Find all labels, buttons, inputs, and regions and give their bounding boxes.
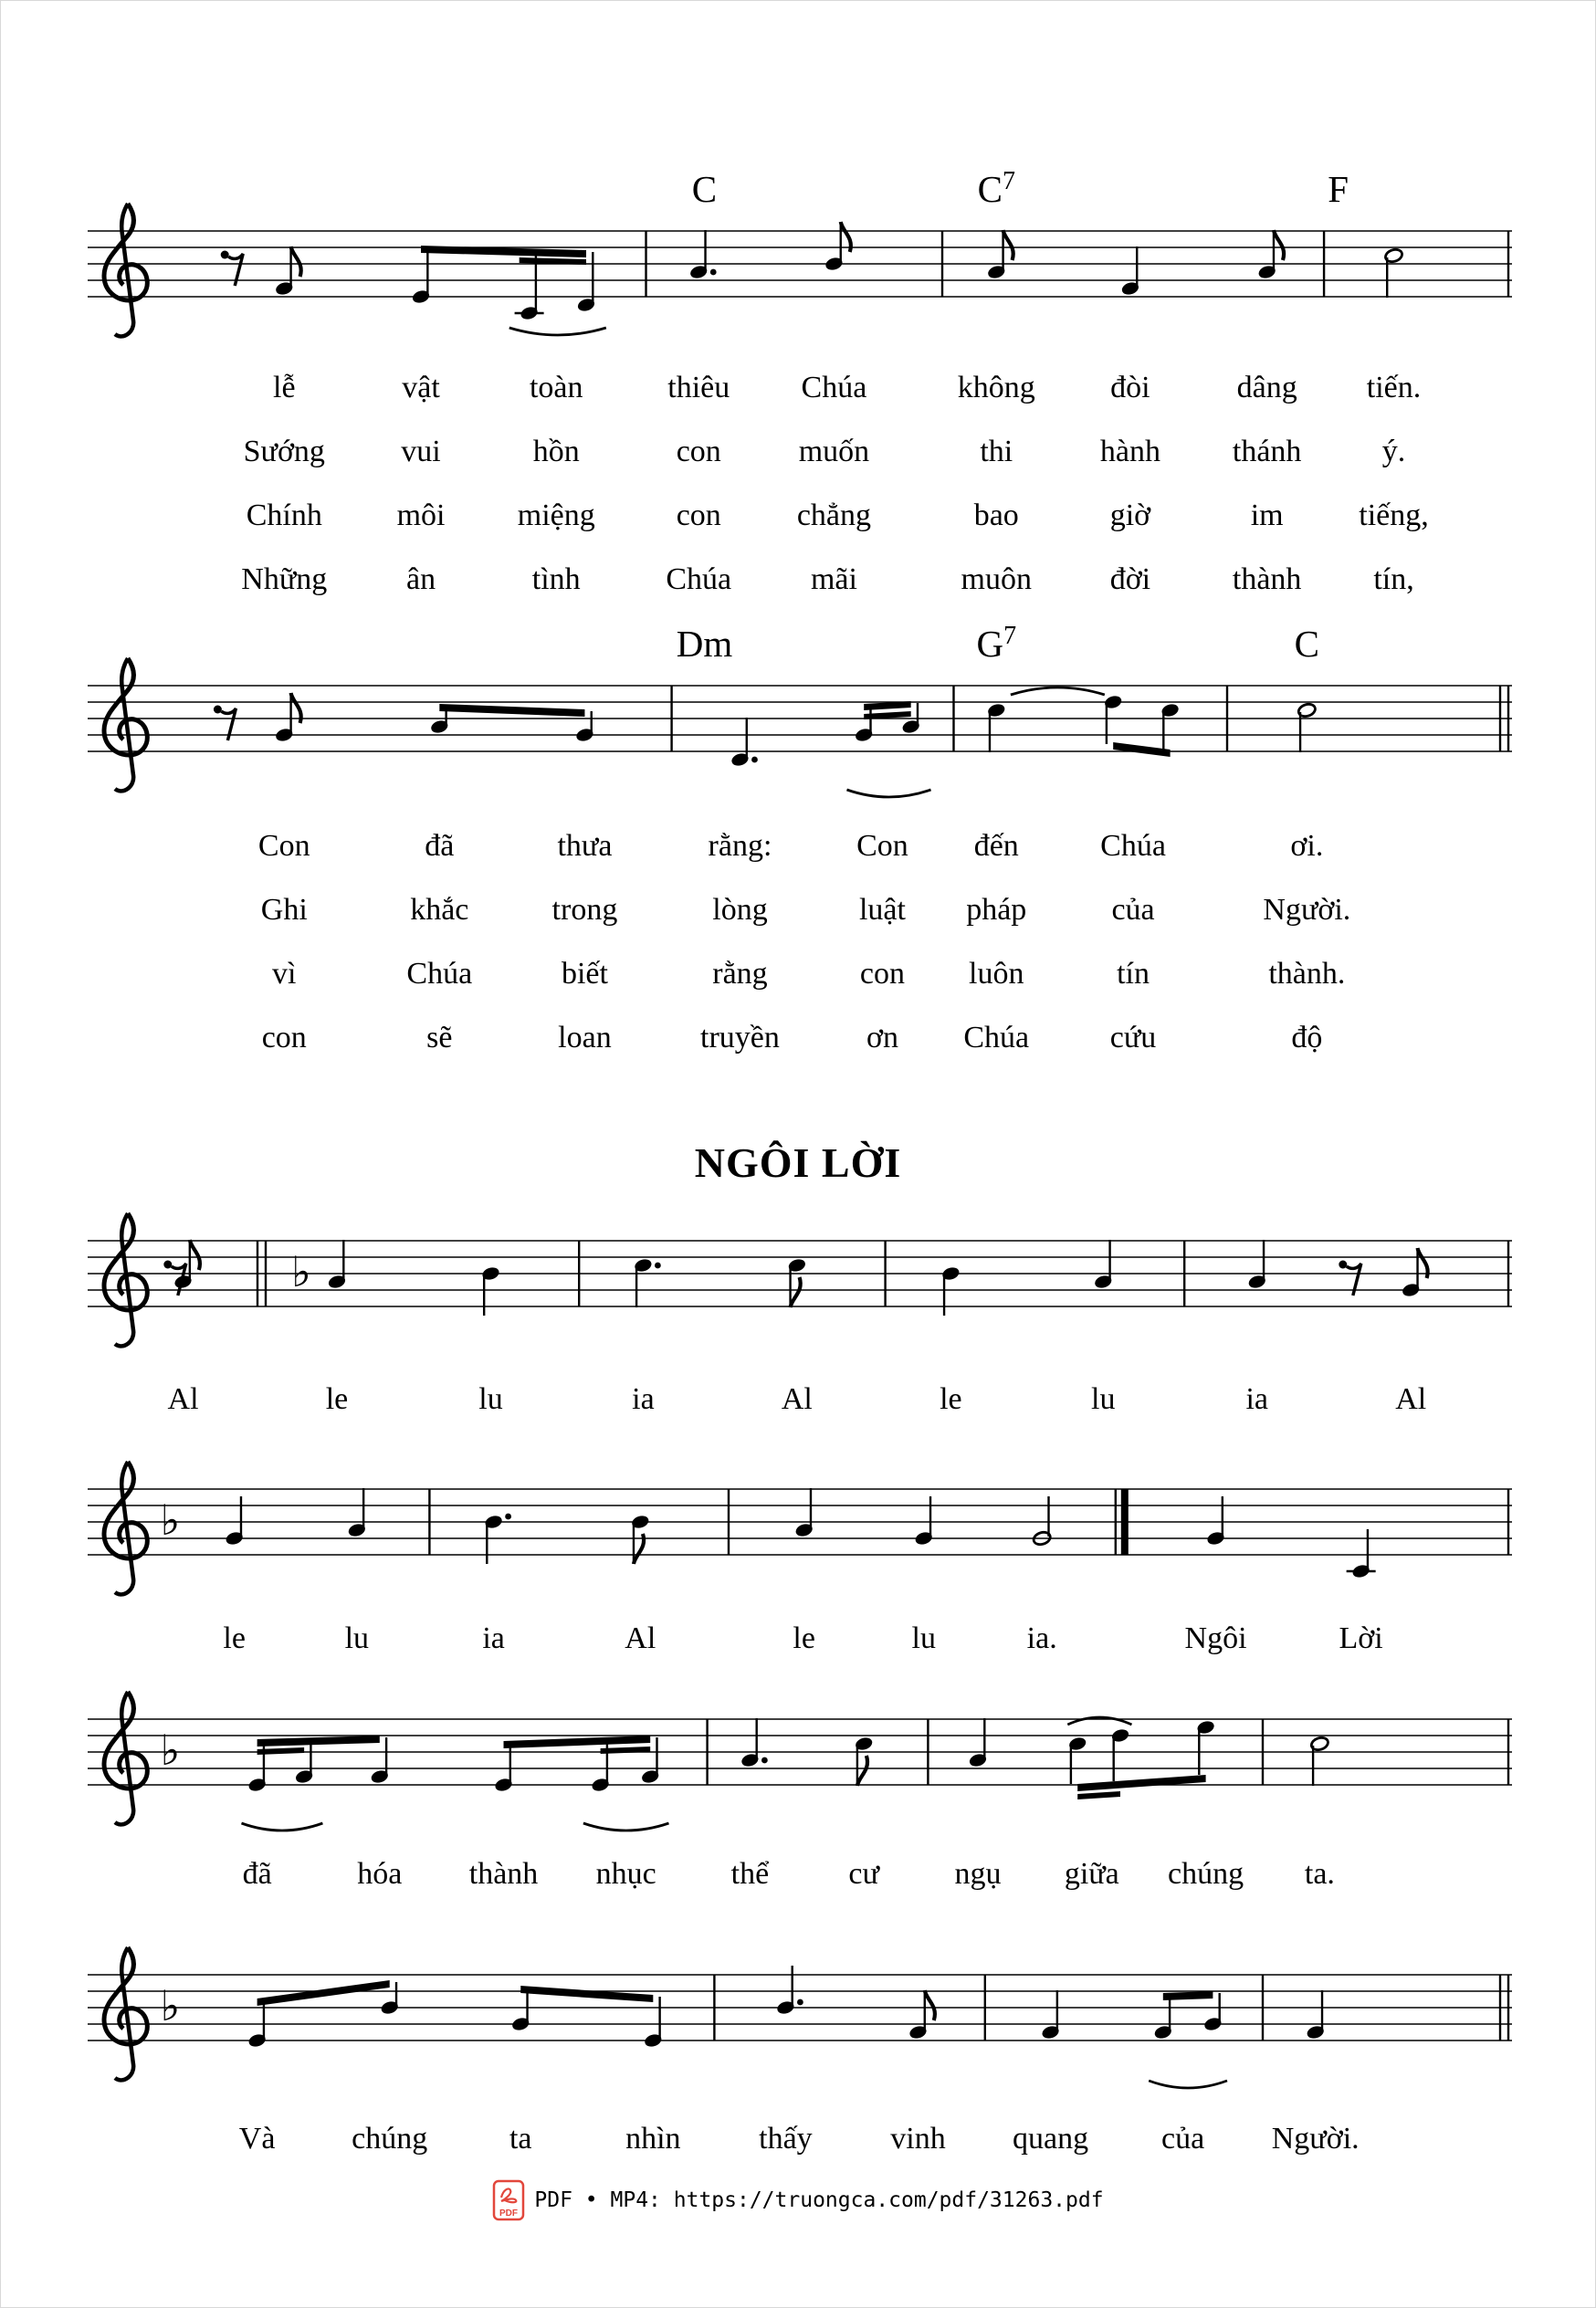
lyric-syllable: giờ [1109, 498, 1151, 532]
lyric-syllable: quang [1013, 2122, 1089, 2156]
lyric-syllable: tiếng, [1359, 498, 1429, 532]
note-glyph [730, 718, 758, 768]
lyric-syllable: thành. [1268, 957, 1346, 991]
chord-symbol: C [691, 168, 718, 210]
lyric-syllable: le [793, 1621, 815, 1655]
music-staff [88, 167, 1512, 361]
lyric-syllable: khắc [410, 893, 469, 927]
treble-clef-icon [104, 1462, 147, 1594]
lyric-syllable: le [940, 1382, 962, 1416]
lyric-syllable: lu [911, 1621, 936, 1655]
note-glyph [591, 1739, 611, 1793]
lyric-syllable: luôn [969, 957, 1024, 991]
beam [1163, 1991, 1213, 2000]
lyric-syllable: thánh [1232, 435, 1302, 468]
lyric-line [88, 1012, 1512, 1076]
tie-slur [1011, 687, 1105, 695]
note-flag [291, 247, 301, 277]
lyric-syllable: Chúa [406, 957, 473, 991]
note-glyph [1153, 1995, 1173, 2040]
note-glyph [908, 1990, 935, 2040]
lyric-syllable: vì [272, 957, 297, 991]
tie-slur [509, 328, 606, 335]
lyric-syllable: đã [242, 1857, 272, 1891]
note-dot [761, 1757, 768, 1764]
chord-symbol: $G^7$ [976, 622, 1017, 665]
beam [439, 704, 584, 717]
song-title: NGÔI LỜI [694, 1139, 902, 1186]
lyric-syllable: của [1111, 893, 1155, 927]
note-glyph [1196, 1719, 1216, 1775]
note-glyph [1041, 1990, 1061, 2040]
lyric-syllable: trong [551, 893, 618, 927]
lyric-syllable: thấy [759, 2122, 813, 2156]
lyric-syllable: ơn [866, 1021, 898, 1054]
beam [1113, 742, 1170, 757]
lyric-syllable: không [957, 371, 1035, 404]
music-staff [88, 1425, 1512, 1619]
treble-clef-icon [104, 204, 147, 336]
lyric-syllable: đã [425, 829, 455, 863]
note-flag [1274, 230, 1284, 260]
lyric-line [88, 1849, 1512, 1913]
staff-system-6 [88, 1911, 1512, 2104]
lyric-syllable: tiến. [1366, 371, 1422, 404]
lyric-syllable: ngụ [954, 1857, 1002, 1891]
note-glyph [370, 1737, 390, 1785]
lyric-syllable: vinh [890, 2122, 946, 2156]
note-glyph [968, 1718, 988, 1768]
tie-slur [846, 790, 930, 797]
footer-prefix: PDF • MP4: [534, 2188, 674, 2212]
flat-sign-icon: ♭ [160, 1726, 181, 1775]
lyric-syllable: nhìn [625, 2122, 681, 2156]
lyric-syllable: vật [402, 371, 440, 404]
lyric-syllable: truyền [700, 1021, 780, 1054]
tie-slur [1149, 2081, 1227, 2088]
lyric-line [88, 362, 1512, 426]
lyric-syllable: Sướng [243, 435, 325, 468]
music-staff [88, 1655, 1512, 1849]
lyric-syllable: ia [632, 1382, 655, 1416]
lyric-syllable: Con [257, 829, 310, 863]
chord-symbol: Dm [676, 623, 733, 665]
footer-url-link[interactable]: https://truongca.com/pdf/31263.pdf [673, 2188, 1104, 2212]
lyric-syllable: lòng [712, 893, 768, 927]
lyric-syllable: Al [1395, 1382, 1427, 1416]
lyric-syllable: hành [1099, 435, 1160, 468]
lyric-syllable: con [676, 498, 721, 532]
flat-sign-icon: ♭ [291, 1247, 311, 1296]
lyric-syllable: của [1161, 2122, 1205, 2156]
note-glyph [274, 247, 300, 297]
note-glyph [640, 1737, 660, 1785]
lyric-syllable: Người. [1263, 893, 1351, 927]
note-glyph [634, 1257, 661, 1307]
note-glyph [510, 1988, 530, 2032]
tie-slur [1067, 1717, 1131, 1725]
beam [520, 1986, 653, 2002]
beam [504, 1736, 651, 1748]
note-glyph [1384, 247, 1404, 298]
note-glyph [854, 1736, 874, 1786]
note-glyph [1306, 1990, 1326, 2040]
lyric-syllable: Chúa [801, 371, 867, 404]
lyric-syllable: chúng [352, 2122, 428, 2156]
lyric-syllable: im [1250, 498, 1284, 532]
beam [1077, 1775, 1205, 1791]
lyric-syllable: cứu [1109, 1021, 1157, 1054]
tie-slur [241, 1823, 322, 1831]
lyric-syllable: luật [858, 893, 906, 927]
lyric-syllable: biết [561, 957, 608, 991]
flat-sign-icon: ♭ [160, 1495, 181, 1545]
lyric-syllable: Al [167, 1382, 199, 1416]
note-flag [1003, 230, 1013, 260]
beam [257, 1980, 390, 2006]
lyric-line [88, 2114, 1512, 2177]
lyric-syllable: lu [344, 1621, 370, 1655]
lyric-syllable: miệng [517, 498, 595, 532]
lyric-syllable: môi [396, 498, 446, 532]
staff-system-3 [88, 1177, 1512, 1370]
note-flag [925, 1990, 935, 2020]
note-glyph [347, 1488, 367, 1538]
beam [257, 1736, 380, 1747]
note-dot [505, 1514, 511, 1520]
lyric-syllable: hồn [532, 435, 580, 468]
lyric-syllable: ơi. [1290, 829, 1324, 863]
lyric-syllable: thành [1232, 562, 1302, 596]
note-glyph [740, 1718, 768, 1768]
lyric-syllable: ia [482, 1621, 505, 1655]
staff-system-5 [88, 1655, 1512, 1849]
note-glyph [644, 1997, 664, 2049]
note-dot [797, 1999, 803, 2006]
lyric-syllable: Và [238, 2122, 276, 2156]
lyric-syllable: lễ [272, 371, 296, 404]
lyric-syllable: ta. [1304, 1857, 1335, 1891]
lyric-line [88, 885, 1512, 949]
lyric-line [88, 554, 1512, 618]
lyric-syllable: Chính [246, 498, 322, 532]
lyric-syllable: le [223, 1621, 246, 1655]
note-glyph [294, 1739, 314, 1785]
note-glyph [1257, 230, 1284, 280]
lyric-syllable: Chúa [666, 562, 732, 596]
treble-clef-icon [104, 1947, 147, 2080]
lyric-syllable: muôn [961, 562, 1032, 596]
lyric-syllable: Al [625, 1621, 656, 1655]
note-glyph [411, 247, 431, 305]
treble-clef-icon [104, 1692, 147, 1824]
lyric-syllable: lu [478, 1382, 503, 1416]
lyric-syllable: đòi [1110, 371, 1150, 404]
lyric-syllable: đến [973, 829, 1019, 863]
note-dot [751, 757, 758, 763]
lyric-syllable: Chúa [1100, 829, 1166, 863]
note-glyph [1093, 1240, 1113, 1290]
beam [1077, 1791, 1120, 1799]
note-glyph [1160, 702, 1181, 751]
lyric-syllable: ý. [1381, 435, 1406, 468]
footer [1, 2179, 1595, 2221]
lyric-syllable: Al [781, 1382, 813, 1416]
footer-text [534, 2188, 1103, 2212]
music-staff [88, 1177, 1512, 1370]
lyric-syllable: thi [980, 435, 1013, 468]
note-flag [857, 1756, 867, 1786]
note-glyph [1247, 1240, 1267, 1290]
note-glyph [854, 706, 874, 743]
lyric-syllable: tín, [1373, 562, 1414, 596]
lyric-syllable: đời [1109, 562, 1151, 596]
lyric-syllable: lu [1091, 1382, 1116, 1416]
staff-system-2 [88, 622, 1512, 815]
note-glyph [787, 1257, 807, 1307]
note-dot [710, 269, 717, 276]
lyric-syllable: mãi [810, 562, 857, 596]
lyric-syllable: Những [241, 562, 328, 596]
lyric-syllable: ân [405, 562, 436, 596]
lyric-syllable: le [325, 1382, 349, 1416]
lyric-syllable: chúng [1168, 1857, 1244, 1891]
lyric-syllable: con [261, 1021, 307, 1054]
lyric-syllable: loan [558, 1021, 612, 1054]
note-glyph [794, 1488, 814, 1538]
lyric-syllable: ia [1245, 1382, 1269, 1416]
lyric-syllable: giữa [1064, 1857, 1119, 1891]
lyric-syllable: thể [730, 1857, 770, 1891]
chord-symbol: F [1328, 168, 1349, 210]
tie-slur [583, 1823, 669, 1831]
lyric-syllable: thưa [557, 829, 613, 863]
note-glyph [986, 702, 1006, 752]
lyric-syllable: Lời [1339, 1621, 1383, 1655]
lyric-syllable: nhục [595, 1857, 656, 1891]
lyric-syllable: muốn [798, 435, 870, 468]
note-glyph [1297, 702, 1318, 752]
lyric-syllable: cư [848, 1857, 879, 1891]
lyric-syllable: chẳng [796, 498, 872, 532]
lyric-line [88, 426, 1512, 490]
lyric-syllable: bao [973, 498, 1019, 532]
lyric-syllable: con [676, 435, 721, 468]
lyric-syllable: độ [1291, 1021, 1323, 1054]
lyric-line [88, 490, 1512, 554]
lyric-syllable: tình [531, 562, 581, 596]
music-staff [88, 1911, 1512, 2104]
lyric-syllable: Người. [1271, 2122, 1360, 2156]
pdf-file-icon [492, 2179, 525, 2221]
lyric-syllable: ia. [1026, 1621, 1057, 1655]
lyric-syllable: sẽ [426, 1021, 453, 1054]
lyric-syllable: pháp [966, 893, 1027, 927]
chord-symbol: $C^7$ [977, 167, 1015, 210]
lyric-line [88, 821, 1512, 885]
note-dot [655, 1263, 661, 1269]
lyric-syllable: hóa [357, 1857, 403, 1891]
lyric-syllable: Chúa [963, 1021, 1030, 1054]
note-glyph [688, 230, 716, 280]
lyric-syllable: tín [1117, 957, 1150, 991]
lyric-line [88, 949, 1512, 1012]
lyric-syllable: dâng [1236, 371, 1297, 404]
note-glyph [986, 230, 1013, 280]
lyric-syllable: Ngôi [1184, 1621, 1247, 1655]
lyric-syllable: rằng [712, 957, 768, 991]
staff-system-4 [88, 1425, 1512, 1619]
staff-system-1 [88, 167, 1512, 361]
lyric-syllable: toàn [529, 371, 583, 404]
note-glyph [1120, 247, 1140, 297]
note-glyph [1203, 1993, 1223, 2032]
note-glyph [247, 1741, 268, 1793]
note-flag [190, 1240, 200, 1270]
lyric-syllable: thành [468, 1857, 539, 1891]
note-glyph [1310, 1736, 1330, 1786]
music-staff [88, 622, 1512, 815]
treble-clef-icon [104, 658, 147, 791]
lyric-syllable: vui [401, 435, 441, 468]
note-glyph [327, 1240, 347, 1290]
lyric-syllable: Ghi [260, 893, 308, 927]
pdf-icon-label: PDF [499, 2208, 519, 2219]
lyric-syllable: thiêu [667, 371, 730, 404]
chord-symbol: C [1294, 623, 1320, 665]
lyric-syllable: con [859, 957, 906, 991]
flat-sign-icon: ♭ [160, 1981, 181, 2030]
treble-clef-icon [104, 1213, 147, 1346]
lyric-syllable: Con [856, 829, 908, 863]
note-glyph [1067, 1736, 1087, 1784]
note-glyph [1110, 1727, 1130, 1781]
lyric-syllable: rằng: [708, 829, 772, 863]
lyric-syllable: ta [509, 2122, 532, 2156]
note-flag [791, 1277, 801, 1307]
